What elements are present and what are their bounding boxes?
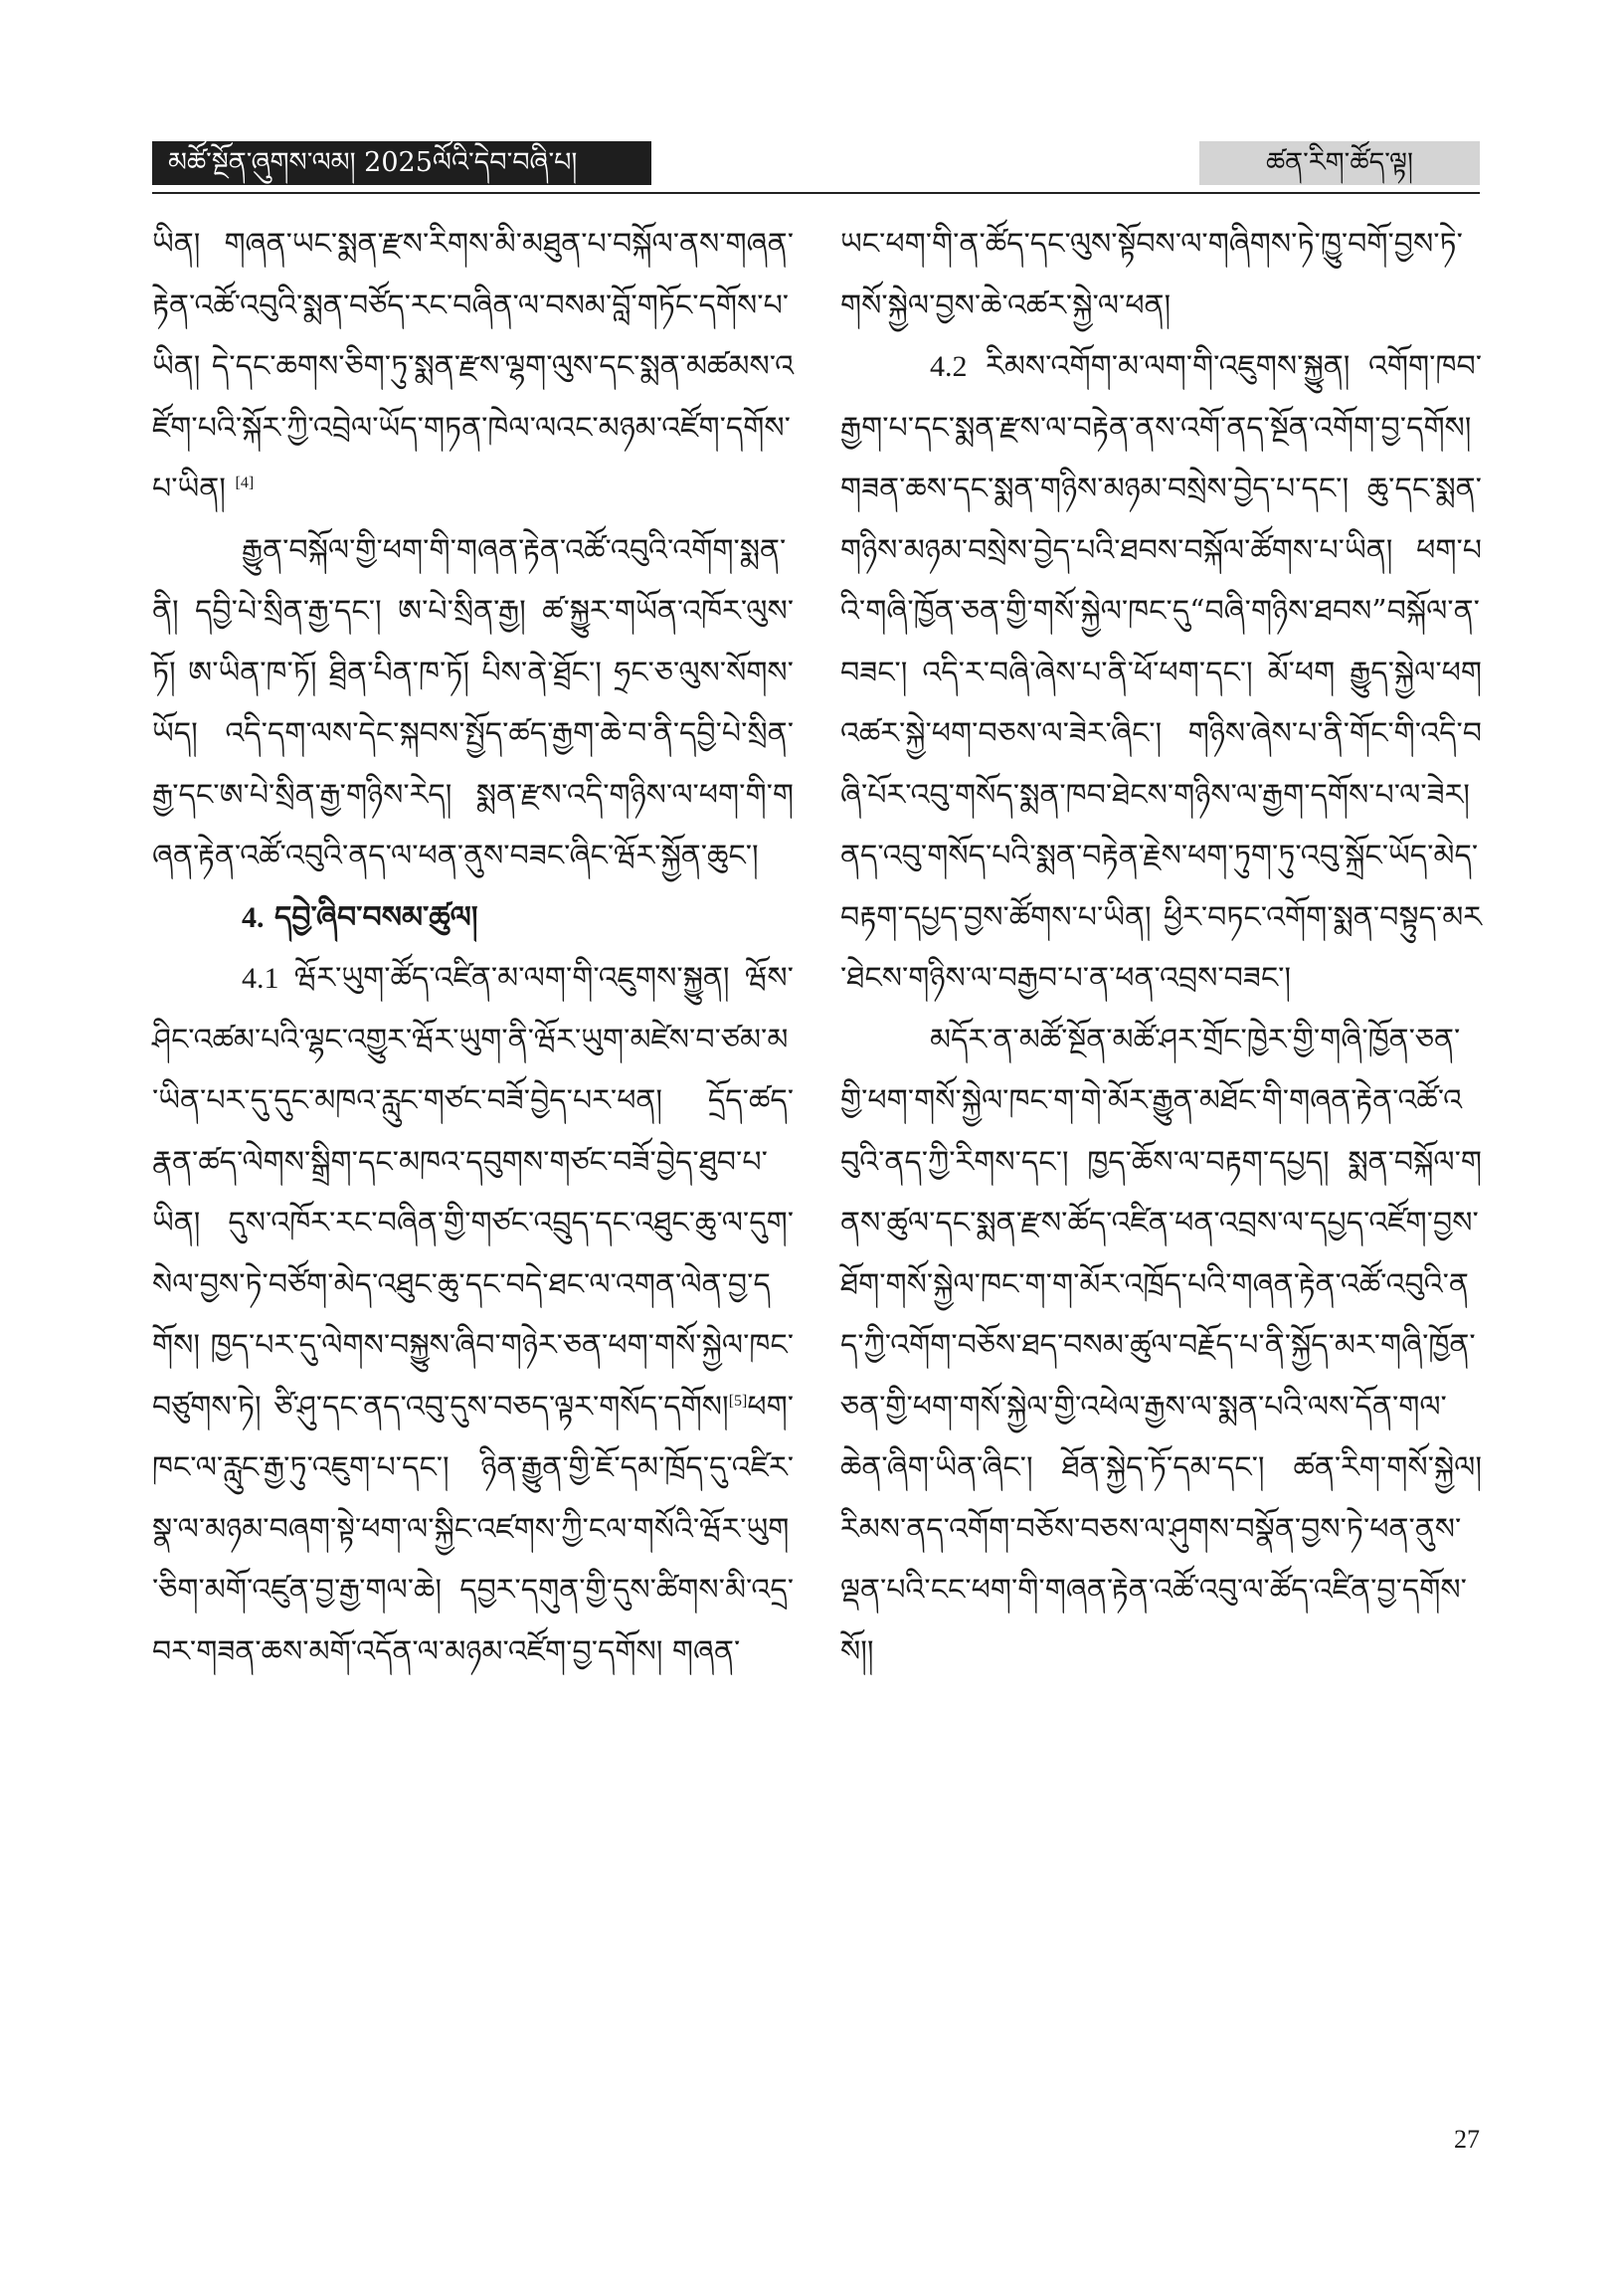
- page-number: 27: [1454, 2125, 1480, 2154]
- section-title: དབྱེ་ཞིབ་བསམ་ཚུལ།: [273, 899, 478, 935]
- section-header-title: ཚན་རིག་ཚོད་ལྟ།: [1199, 141, 1480, 185]
- subsection-4-2: [840, 336, 1482, 1010]
- section-number: 4.: [242, 900, 265, 934]
- subsection-number: 4.1: [242, 962, 279, 995]
- paragraph-text: ཕག་ཁང་ལ་རླུང་རྒྱ་ཏུ་འཇུག་པ་དང་། ཉིན་རྒྱུན་གྱི་ཇོ་དམ་ཁྲོད་དུ་འཛིར་སྣ་ལ་མཉམ་བཞག་སྟེ་ཕག་ལ་སྐྱིང་འཛགས་ཀྱི་ངལ་གསོའི་ཝོར་ཡུག་ཅིག་མགོ་འཛུན་བྱ་རྒྱ་གལ་ཆེ། དབྱར་དགུན་གྱི་དུས་ཚིགས་མི་འདྲ་བར་གཟན་ཆས་མགོ་འདོན་ལ་མཉམ་འཛོག་བྱ་དགོས། གཞན་: [152, 1389, 794, 1669]
- citation-ref: [4]: [235, 475, 255, 491]
- paragraph-continued: ཡང་ཕག་གི་ན་ཚོད་དང་ལུས་སྟོབས་ལ་གཞིགས་ཏེ་ཁྱུ་བགོ་བྱས་ཏེ་གསོ་སྐྱེལ་བྱས་ཆེ་འཚར་སྐྱེ་ལ་ཕན།: [840, 227, 1463, 323]
- section-heading: [152, 887, 794, 949]
- citation-ref: [5]: [728, 1392, 748, 1410]
- paragraph-drugs: རྒྱུན་བསྐོལ་གྱི་ཕག་གི་གཞན་རྟེན་འཚོ་འབུའི་འགོག་སྨན་ནི། དབྱི་པེ་སྲིན་རྒྱ་དང་། ཨ་པེ་སྲིན་རྒྱ། ཚ་སྐྱུར་གཡོན་འཁོར་ལུས་ཏོ། ཨ་ཡིན་ཁ་ཏོ། ཐྲིན་པིན་ཁ་ཏོ། པིས་ནེ་ཐྲོང་། ཧྲང་ཅ་ལུས་སོགས་ཡོད། འདི་དག་ལས་དེང་སྐབས་སྤྱོད་ཚད་རྒྱག་ཆེ་བ་ནི་དབྱི་པེ་སྲིན་རྒྱ་དང་ཨ་པེ་སྲིན་རྒྱ་གཉིས་རེད། སྨན་རྫས་འདི་གཉིས་ལ་ཕག་གི་གཞན་རྟེན་འཚོ་འབུའི་ནད་ལ་ཕན་ནུས་བཟང་ཞིང་ཝོར་སྐྱོན་ཆུང་།: [152, 532, 794, 873]
- right-column: [840, 214, 1482, 1682]
- paragraph-continued: [152, 214, 794, 520]
- left-column: [152, 214, 794, 1682]
- paragraph-text: རིམས་འགོག་མ་ལག་གི་འཇུགས་སྐྱུན། འགོག་ཁབ་རྒྱག་པ་དང་སྨན་རྫས་ལ་བརྟེན་ནས་འགོ་ནད་སྔོན་འགོག་བྱ་དགོས། གཟན་ཆས་དང་སྨན་གཉིས་མཉམ་བསྲེས་བྱེད་པ་དང་། ཆུ་དང་སྨན་གཉིས་མཉམ་བསྲེས་བྱེད་པའི་ཐབས་བསྐོལ་ཚོགས་པ་ཡིན། ཕག་པའི་གཞི་ཁྱོན་ཅན་གྱི་གསོ་སྐྱེལ་ཁང་དུ“བཞི་གཉིས་ཐབས”བསྐོལ་ན་བཟང་། འདི་ར་བཞི་ཞེས་པ་ནི་ཕོ་ཕག་དང་། མོ་ཕག རྒྱུད་སྐྱེལ་ཕག འཚར་སྐྱེ་ཕག་བཅས་ལ་ཟེར་ཞིང་། གཉིས་ཞེས་པ་ནི་གོང་གི་འདི་བཞི་པོར་འབུ་གསོད་སྨན་ཁབ་ཐེངས་གཉིས་ལ་རྒྱག་དགོས་པ་ལ་ཟེར། ནད་འབུ་གསོད་པའི་སྨན་བརྟེན་རྗེས་ཕག་ཏུག་ཏུ་འབུ་སྐྲོང་ཡོད་མེད་བརྟག་དཔྱད་བྱས་ཚོགས་པ་ཡིན། ཕྱིར་བཏང་འགོག་སྨན་བསྟུད་མར་ཐེངས་གཉིས་ལ་བརྒྱབ་པ་ན་ཕན་འབྲས་བཟང་།: [840, 349, 1482, 996]
- subsection-number: 4.2: [930, 350, 968, 383]
- paragraph-conclusion: མདོར་ན་མཚོ་སྔོན་མཚོ་ཤར་གྲོང་ཁྱེར་གྱི་གཞི་ཁྱོན་ཅན་གྱི་ཕག་གསོ་སྐྱེལ་ཁང་ག་གེ་མོར་རྒྱུན་མཐོང་གི་གཞན་རྟེན་འཚོ་འབུའི་ནད་ཀྱི་རིགས་དང་། ཁྱད་ཆོས་ལ་བརྟག་དཔྱད། སྨན་བསྐོལ་གནས་ཚུལ་དང་སྨན་རྫས་ཚོད་འཛིན་ཕན་འབྲས་ལ་དཔྱད་འཛོག་བྱས་ཐོག་གསོ་སྐྱེལ་ཁང་ག་ག་མོར་འཁྲོད་པའི་གཞན་རྟེན་འཚོ་འབུའི་ནད་ཀྱི་འགོག་བཅོས་ཐད་བསམ་ཚུལ་བརྗོད་པ་ནི་སྐྱོད་མར་གཞི་ཁྱོན་ཅན་གྱི་ཕག་གསོ་སྐྱེལ་གྱི་འཕེལ་རྒྱས་ལ་སྨན་པའི་ལས་དོན་གལ་ཆེན་ཞིག་ཡིན་ཞིང་། ཐོན་སྐྱེད་ཏོ་དམ་དང་། ཚན་རིག་གསོ་སྐྱེལ། རིམས་ནད་འགོག་བཅོས་བཅས་ལ་ཤུགས་བསྣོན་བྱས་ཏེ་ཕན་ནུས་ལྡན་པའི་ངང་ཕག་གི་གཞན་རྟེན་འཚོ་འབུ་ལ་ཚོད་འཛིན་བྱ་དགོས་སོ།།: [840, 1022, 1482, 1669]
- paragraph-text: ཡིན། གཞན་ཡང་སྨན་རྫས་རིགས་མི་མཐུན་པ་བསྐོལ་ནས་གཞན་རྟེན་འཚོ་འབུའི་སྨན་བཙོད་རང་བཞིན་ལ་བསམ་བློ་གཏོང་དགོས་པ་ཡིན། དེ་དང་ཆགས་ཅིག་ཏུ་སྨན་རྫས་ལྷག་ལུས་དང་སྨན་མཚམས་འཛོག་པའི་སྐོར་ཀྱི་འབྲེལ་ཡོད་གཏན་ཁེལ་ལའང་མཉམ་འཛོག་དགོས་པ་ཡིན།: [152, 227, 794, 506]
- header-divider: [152, 192, 1480, 194]
- paragraph-text: ཝོར་ཡུག་ཚོད་འཛིན་མ་ལག་གི་འཇུགས་སྐྱུན། ཝོས་ཤིང་འཚམ་པའི་ལྷང་འགྱུར་ཝོར་ཡུག་ནི་ཝོར་ཡུག་མཛེས་བ་ཙམ་མ་ཡིན་པར་དུ་དུང་མཁའ་རླུང་གཙང་བཟོ་བྱེད་པར་ཕན། དྲོད་ཚད་རྣན་ཚད་ལེགས་སྒྲིག་དང་མཁའ་དབུགས་གཙང་བཟོ་བྱེད་ཐུབ་པ་ཡིན། དུས་འཁོར་རང་བཞིན་གྱི་གཙང་འབྲུད་དང་འཐུང་ཆུ་ལ་དུག་སེལ་བྱས་ཏེ་བཙོག་མེད་འཐུང་ཆུ་དང་བདེ་ཐང་ལ་འགན་ལེན་བྱ་དགོས། ཁྱད་པར་དུ་ལེགས་བསྐྱུས་ཞིབ་གཉེར་ཅན་ཕག་གསོ་སྐྱེལ་ཁང་བཙུགས་ཏེ། ཙི་ཤུ་དང་ནད་འབུ་དུས་བཅད་ལྟར་གསོད་དགོས།: [152, 961, 794, 1424]
- journal-header-title: མཚོ་སྔོན་ཞུགས་ལམ། 2025ལོའི་དེབ་བཞི་པ།: [152, 141, 651, 185]
- subsection-4-1: [152, 948, 794, 1682]
